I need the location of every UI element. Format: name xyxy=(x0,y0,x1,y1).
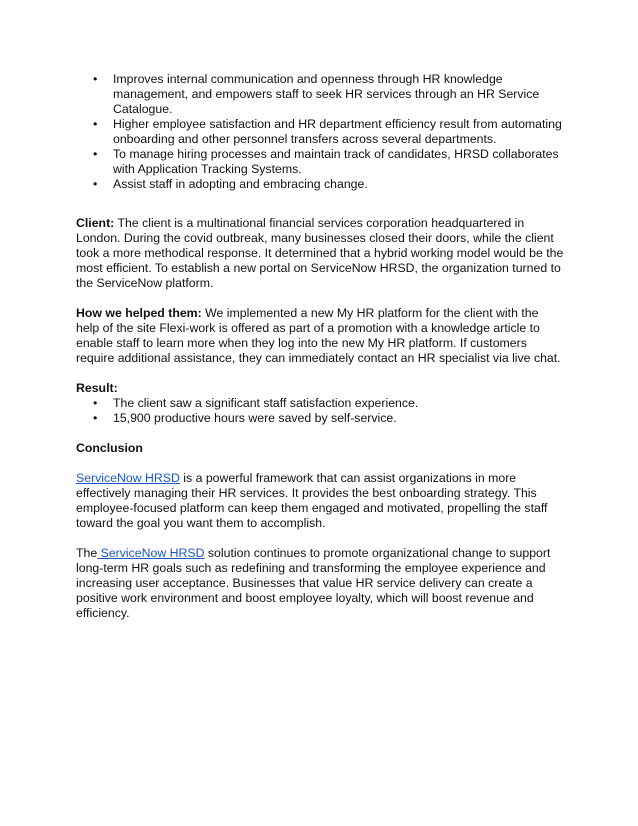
conclusion-p2-prefix: The xyxy=(76,546,98,560)
list-item xyxy=(76,411,564,426)
servicenow-hrsd-link-2[interactable]: ServiceNow HRSD xyxy=(97,546,205,560)
list-item xyxy=(76,177,564,192)
how-we-helped-paragraph xyxy=(76,306,564,366)
result-label xyxy=(76,381,564,396)
bullet-icon: • xyxy=(93,396,98,410)
client-label: Client: xyxy=(76,216,115,230)
list-item-text: Higher employee satisfaction and HR department efficiency result from automating onboarding and other personnel transfers across several departments. xyxy=(113,117,562,146)
conclusion-paragraph-1 xyxy=(76,471,564,531)
list-item xyxy=(76,147,564,177)
client-paragraph xyxy=(76,216,564,291)
result-bullet-list xyxy=(76,396,564,426)
list-item xyxy=(76,72,564,117)
bullet-icon: • xyxy=(93,411,98,425)
bullet-icon: • xyxy=(93,72,98,86)
client-text: The client is a multinational financial services corporation headquartered in London. During the covid outbreak, many businesses closed their doors, while the client took a more methodical response. It determined that a hybrid working model would be the most efficient. To establish a new portal on ServiceNow HRSD, the organization turned to the ServiceNow platform. xyxy=(76,216,564,290)
list-item-text: Assist staff in adopting and embracing change. xyxy=(113,177,368,191)
conclusion-p1-text: is a powerful framework that can assist organizations in more effectively managing their HR services. It provides the best onboarding strategy. This employee-focused platform can keep them engaged and motivated, propelling the staff toward the goal you want them to accomplish. xyxy=(76,471,548,530)
list-item-text: 15,900 productive hours were saved by self-service. xyxy=(113,411,397,425)
how-we-helped-text: We implemented a new My HR platform for the client with the help of the site Flexi-work is offered as part of a promotion with a knowledge article to enable staff to learn more when they log into the new My HR platform. If customers require additional assistance, they can immediately contact an HR specialist via live chat. xyxy=(76,306,561,365)
intro-bullet-list xyxy=(76,72,564,192)
conclusion-heading-text: Conclusion xyxy=(76,441,143,455)
document-body xyxy=(76,72,564,621)
conclusion-heading xyxy=(76,441,564,456)
bullet-icon: • xyxy=(93,147,98,161)
list-item xyxy=(76,117,564,147)
conclusion-paragraph-2 xyxy=(76,546,564,621)
list-item xyxy=(76,396,564,411)
conclusion-p2-text: solution continues to promote organizational change to support long-term HR goals such as redefining and transforming the employee experience and increasing user acceptance. Businesses that value HR service delivery can create a positive work environment and boost employee loyalty, which will boost revenue and efficiency. xyxy=(76,546,551,620)
servicenow-hrsd-link[interactable]: ServiceNow HRSD xyxy=(76,471,180,485)
list-item-text: To manage hiring processes and maintain track of candidates, HRSD collaborates with Application Tracking Systems. xyxy=(113,147,559,176)
bullet-icon: • xyxy=(93,177,98,191)
list-item-text: Improves internal communication and openness through HR knowledge management, and empowers staff to seek HR services through an HR Service Catalogue. xyxy=(113,72,540,116)
result-heading: Result: xyxy=(76,381,118,395)
how-we-helped-label: How we helped them: xyxy=(76,306,202,320)
bullet-icon: • xyxy=(93,117,98,131)
list-item-text: The client saw a significant staff satisfaction experience. xyxy=(113,396,419,410)
